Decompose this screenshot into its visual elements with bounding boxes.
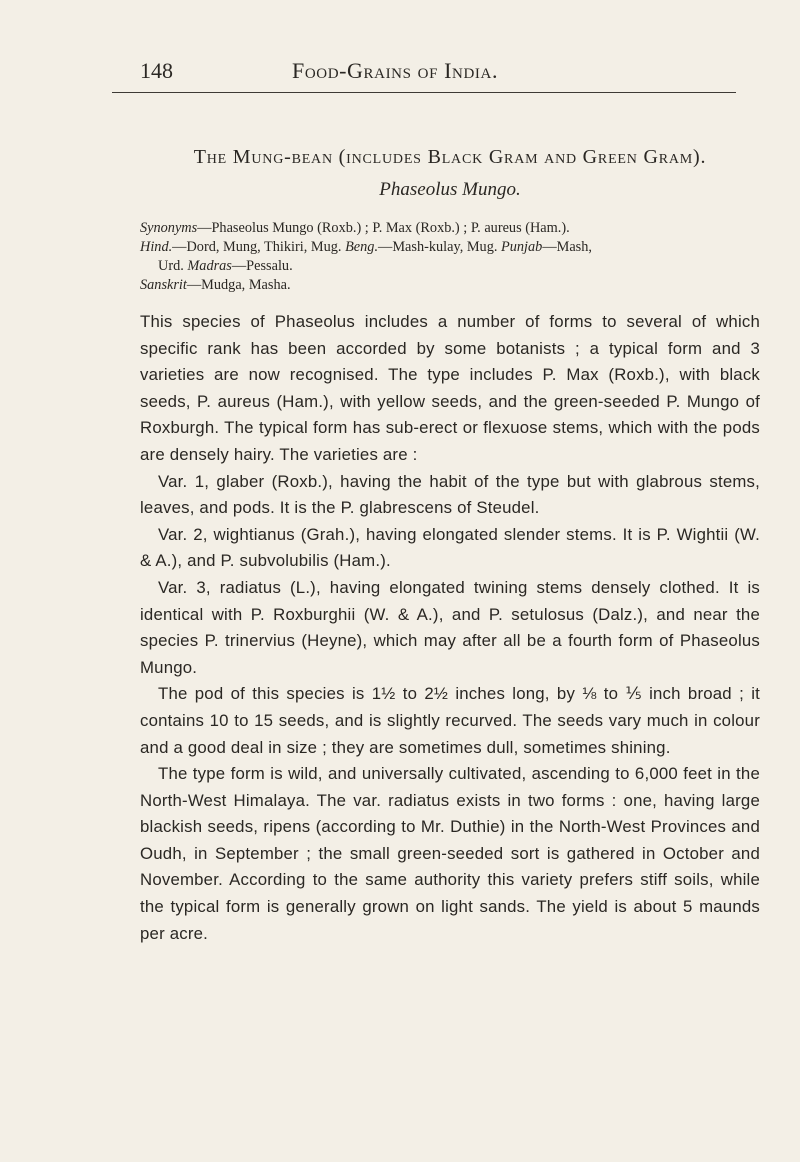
section-title: The Mung-bean (includes Black Gram and Green Gram). — [193, 146, 707, 168]
paragraph-var-3: Var. 3, radiatus (L.), having elongated twining stems densely clothed. It is identical with P. Roxburghii (W. & A.), and P. setulosus (Dalz.), and near the species P. trinervius (Heyne), which may after all be a fourth form of Phaseolus Mungo. — [140, 577, 760, 677]
page-header — [112, 52, 736, 92]
madras-text: —Pessalu. — [231, 258, 293, 274]
synonyms-line — [140, 219, 760, 238]
header-rule — [112, 92, 736, 93]
beng-label: Beng. — [345, 239, 379, 255]
sanskrit-label: Sanskrit — [140, 277, 187, 293]
vernacular-line — [140, 238, 760, 257]
botanical-name: Phaseolus Mungo. — [379, 179, 521, 200]
punjab-text: —Mash, — [542, 239, 592, 255]
paragraph-var-2: Var. 2, wightianus (Grah.), having elongated slender stems. It is P. Wightii (W. & A.), and P. subvolubilis (Ham.). — [140, 524, 760, 571]
paragraph-var-1: Var. 1, glaber (Roxb.), having the habit of the type but with glabrous stems, leaves, and pods. It is the P. glabrescens of Steudel. — [140, 471, 760, 518]
hind-label: Hind. — [140, 239, 173, 255]
hind-text: —Dord, Mung, Thikiri, Mug. — [172, 239, 342, 255]
punjab-label: Punjab — [501, 239, 543, 255]
beng-text: —Mash-kulay, Mug. — [378, 239, 498, 255]
page-content — [140, 146, 760, 947]
body-text — [140, 309, 760, 947]
sanskrit-line — [140, 276, 760, 295]
synonyms-label: Synonyms — [140, 220, 198, 236]
urd-text: Urd. — [158, 258, 184, 274]
vernacular-line-2 — [140, 257, 760, 276]
page-number: 148 — [140, 58, 173, 83]
synonyms-text: —Phaseolus Mungo (Roxb.) ; P. Max (Roxb.) ; P. aureus (Ham.). — [197, 220, 570, 236]
paragraph-cultivation: The type form is wild, and universally cultivated, ascending to 6,000 feet in the North-West Himalaya. The var. radiatus exists in two forms : one, having large blackish seeds, ripens (according to Mr. Duthie) in the North-West Provinces and Oudh, in September ; the small green-seeded sort is gathered in October and November. According to the same authority this variety prefers stiff soils, while the typical form is generally grown on light sands. The yield is about 5 maunds per acre. — [140, 764, 760, 943]
paragraph-intro: This species of Phaseolus includes a number of forms to several of which specific rank has been accorded by some botanists ; a typical form and 3 varieties are now recognised. The type includes P. Max (Roxb.), with black seeds, P. aureus (Ham.), with yellow seeds, and the green-seeded P. Mungo of Roxburgh. The typical form has sub-erect or flexuose stems, which with the pods are densely hairy. The varieties are : — [140, 312, 760, 464]
sanskrit-text: —Mudga, Masha. — [186, 277, 291, 293]
running-title: Food-Grains of India. — [292, 58, 499, 83]
paragraph-pod: The pod of this species is 1½ to 2½ inches long, by ⅛ to ⅕ inch broad ; it contains 10 to 15 seeds, and is slightly recurved. The seeds vary much in colour and a good deal in size ; they are sometimes dull, sometimes shining. — [140, 684, 760, 757]
madras-label: Madras — [187, 258, 232, 274]
synonyms-block — [140, 219, 760, 295]
